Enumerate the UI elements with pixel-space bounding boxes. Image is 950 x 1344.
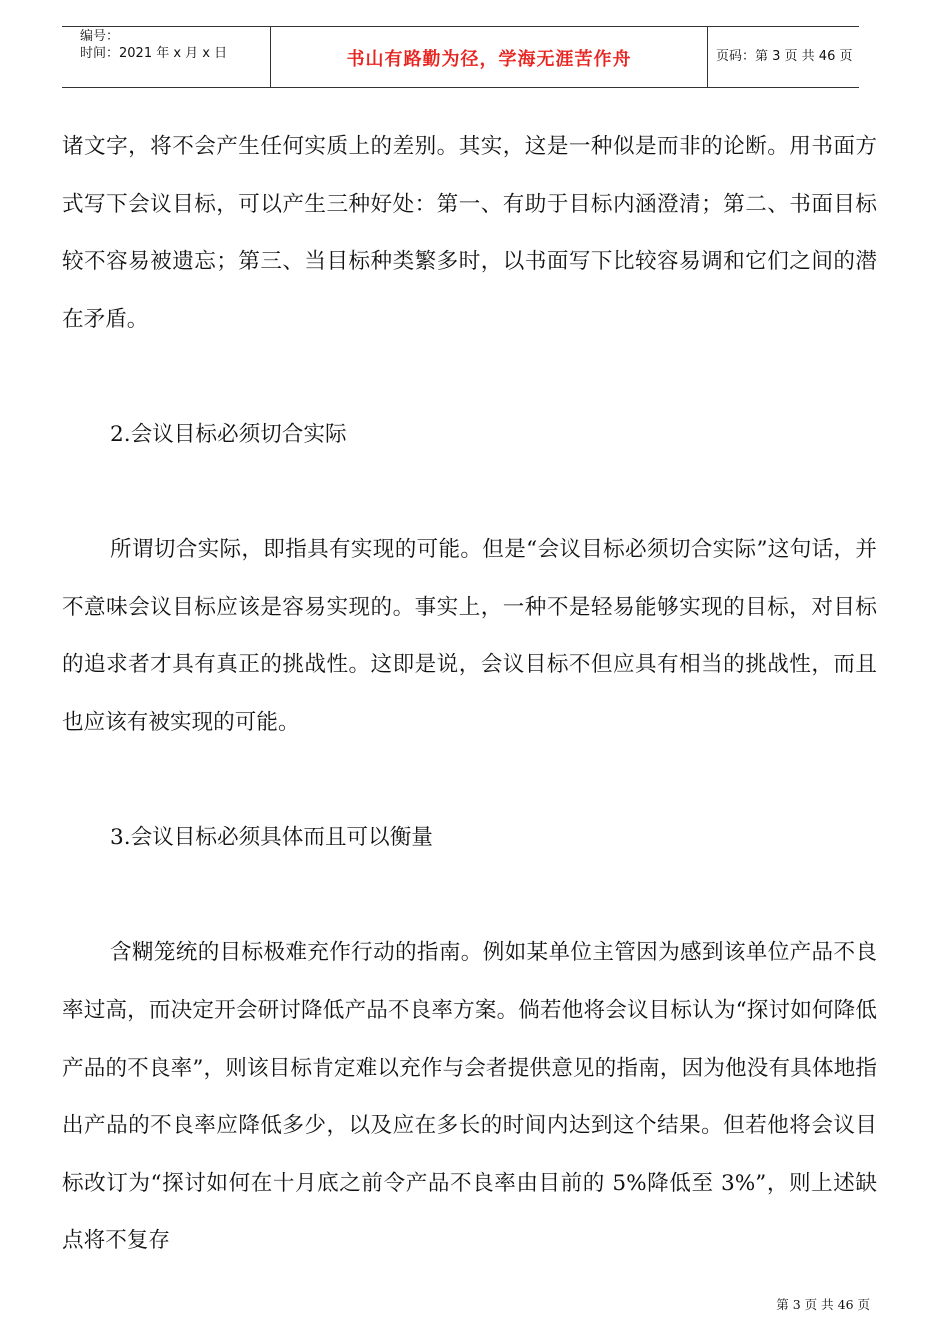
section-heading-measurable: 3.会议目标必须具体而且可以衡量: [110, 825, 433, 851]
header-meta-cell: [62, 27, 271, 87]
document-date: 时间：2021 年 x 月 x 日: [80, 46, 228, 61]
paragraph-gap: [62, 752, 877, 810]
document-body: [62, 118, 877, 1270]
paragraph-gap: [62, 867, 877, 925]
paragraph-measurable-goals: 含糊笼统的目标极难充作行动的指南。例如某单位主管因为感到该单位产品不良率过高，而决定开会研讨降低产品不良率方案。倘若他将会议目标认为“探讨如何降低产品的不良率”，则该目标肯定难以充作与会者提供意见的指南，因为他没有具体地指出产品的不良率应降低多少，以及应在多长的时间内达到这个结果。但若他将会议目标改订为“探讨如何在十月底之前令产品不良率由目前的 5%降低至 3%”，则上述缺点将不复存: [62, 940, 877, 1254]
paragraph-realistic-goals: 所谓切合实际，即指具有实现的可能。但是“会议目标必须切合实际”这句话，并不意味会议目标应该是容易实现的。事实上，一种不是轻易能够实现的目标，对目标的追求者才具有真正的挑战性。这即是说，会议目标不但应具有相当的挑战性，而且也应该有被实现的可能。: [62, 537, 877, 735]
document-number-label: 编号：: [80, 29, 120, 44]
section-heading-realistic: 2.会议目标必须切合实际: [110, 421, 347, 447]
header-page-number: 页码：第 3 页 共 46 页: [716, 49, 853, 64]
paragraph-gap: [62, 348, 877, 406]
page-header: [62, 26, 859, 88]
paragraph-continuation: 诸文字，将不会产生任何实质上的差别。其实，这是一种似是而非的论断。用书面方式写下会议目标，可以产生三种好处：第一、有助于目标内涵澄清；第二、书面目标较不容易被遗忘；第三、当目标种类繁多时，以书面写下比较容易调和它们之间的潜在矛盾。: [62, 134, 877, 332]
paragraph-gap: [62, 464, 877, 522]
header-motto: 书山有路勤为径，学海无涯苦作舟: [346, 49, 632, 70]
page-footer-number: 第 3 页 共 46 页: [776, 1297, 870, 1312]
header-page-cell: [708, 27, 859, 87]
header-motto-cell: [271, 27, 708, 87]
